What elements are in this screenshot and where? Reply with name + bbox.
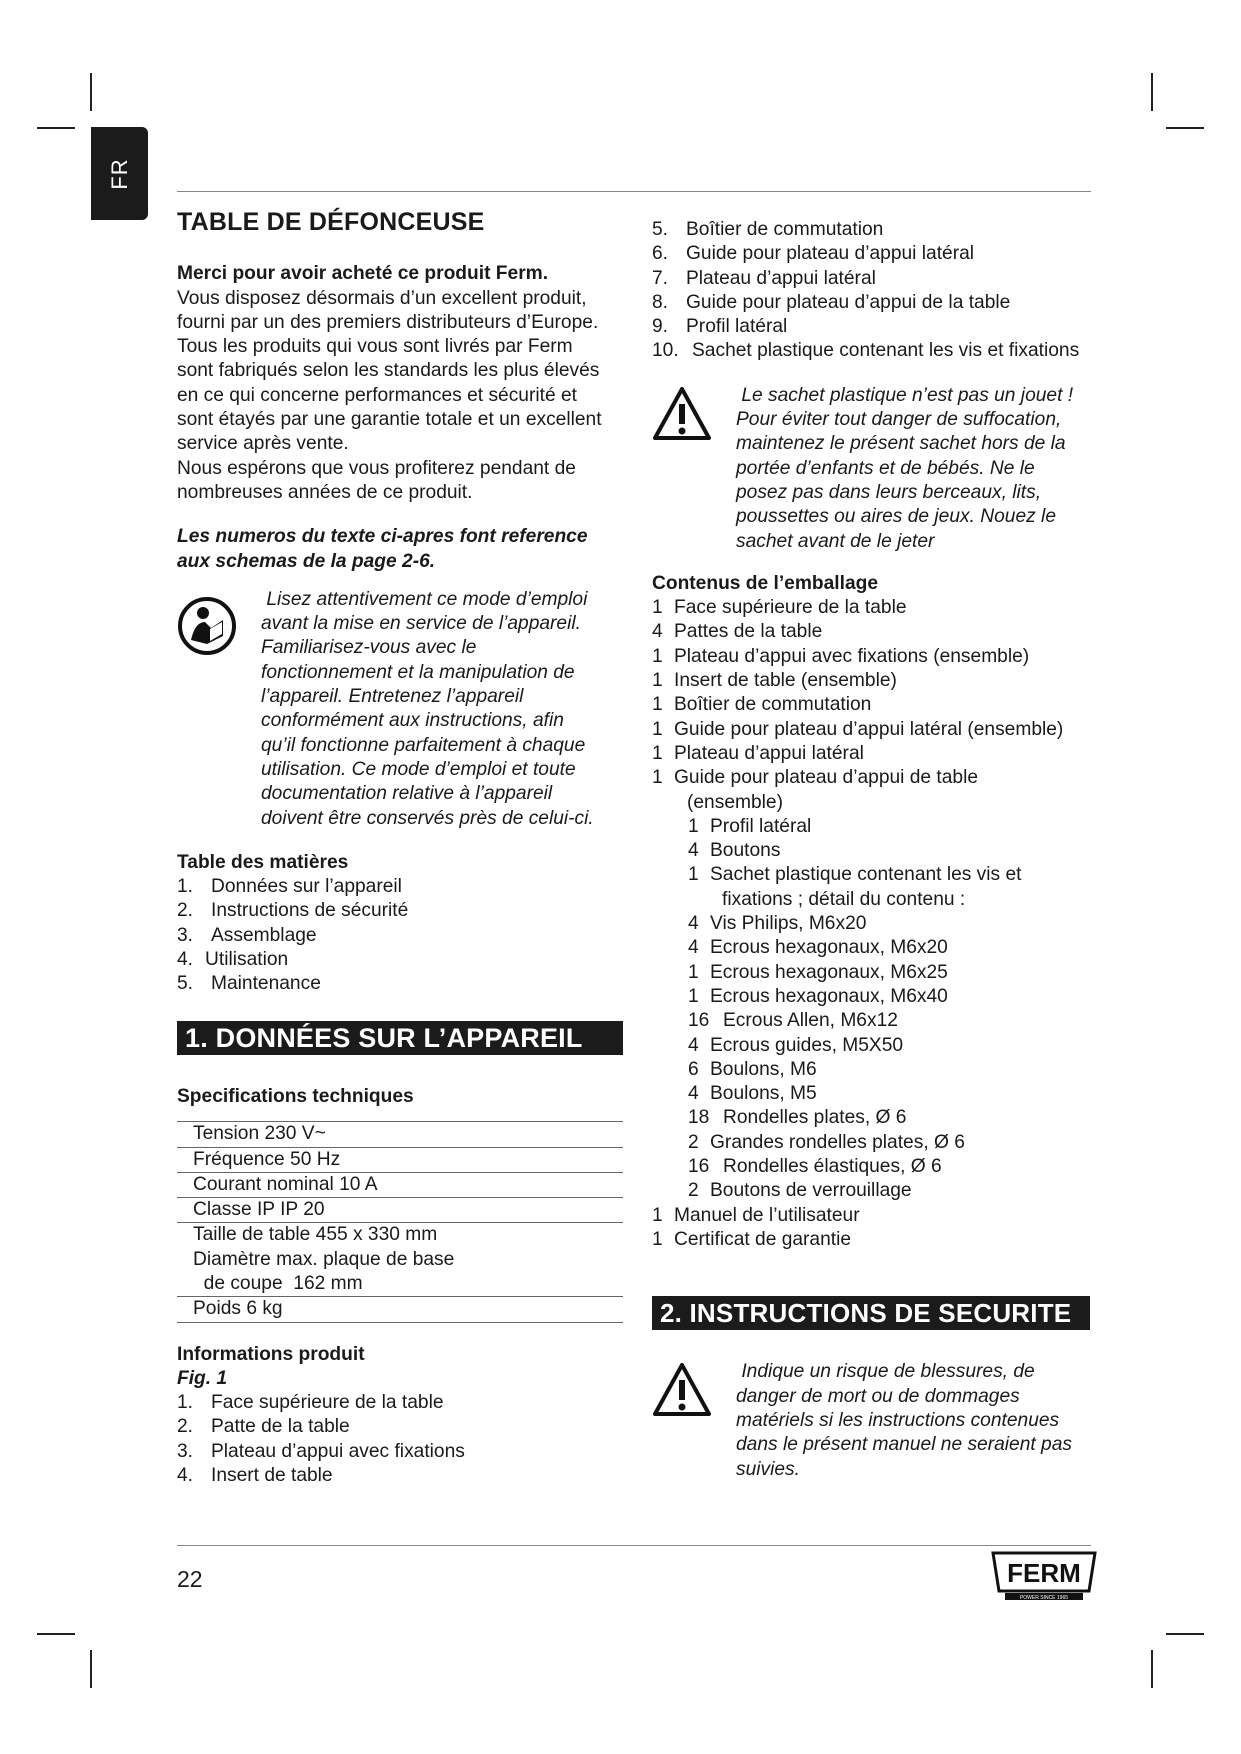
- thanks-heading: Merci pour avoir acheté ce produit Ferm.: [177, 263, 549, 285]
- text-line: Familiarisez-vous avec le: [261, 637, 477, 659]
- text-line: dans le présent manuel ne seraient pas: [736, 1434, 1072, 1456]
- package-subitem: 1 Sachet plastique contenant les vis et: [688, 864, 1022, 886]
- toc-list: [177, 875, 627, 996]
- spec-heading: Specifications techniques: [177, 1085, 414, 1107]
- toc-item: 5. Maintenance: [177, 973, 321, 995]
- package-subitem: 4 Vis Philips, M6x20: [688, 913, 867, 935]
- read-manual-note: [177, 588, 627, 831]
- text-line: Nous espérons que vous profiterez pendant de: [177, 457, 576, 479]
- package-item: 1 Face supérieure de la table: [652, 597, 907, 619]
- text-line: poussettes ou aires de jeux. Nouez le: [736, 506, 1056, 528]
- package-subitem: fixations ; détail du contenu :: [722, 888, 966, 910]
- text-line: sont fabriqués selon les standards les plus élevés: [177, 360, 600, 382]
- toc-item: 2. Instructions de sécurité: [177, 900, 409, 922]
- text-line: matériels si les instructions contenues: [736, 1410, 1060, 1432]
- toc-item: 4. Utilisation: [177, 949, 289, 971]
- fig-label: Fig. 1: [177, 1367, 228, 1389]
- page-title: TABLE DE DÉFONCEUSE: [177, 208, 485, 236]
- text-line: nombreuses années de ce produit.: [177, 481, 473, 503]
- package-item: 1 Certificat de garantie: [652, 1228, 852, 1250]
- package-item: (ensemble): [687, 791, 783, 813]
- info-heading: Informations produit: [177, 1343, 365, 1365]
- crop-mark: [37, 1633, 75, 1635]
- footer-rule: [177, 1545, 1091, 1546]
- spec-row: Classe IP IP 20: [177, 1198, 623, 1223]
- package-subitem: 2 Boutons de verrouillage: [688, 1180, 912, 1202]
- info-item: 6. Guide pour plateau d’appui latéral: [652, 243, 975, 265]
- left-column: [177, 210, 627, 1488]
- spacer: [177, 831, 627, 851]
- crop-mark: [37, 127, 75, 129]
- crop-mark: [90, 1650, 92, 1688]
- crop-mark: [1166, 1633, 1204, 1635]
- language-tab-label: FR: [106, 157, 132, 190]
- package-item: 4 Pattes de la table: [652, 621, 823, 643]
- package-subitem: 16 Rondelles élastiques, Ø 6: [688, 1155, 942, 1177]
- header-rule: [177, 191, 1091, 192]
- crop-mark: [1166, 127, 1204, 129]
- crop-mark: [90, 73, 92, 111]
- spec-row: Tension 230 V~: [177, 1122, 623, 1147]
- svg-text:POWER SINCE 1965: POWER SINCE 1965: [1019, 1595, 1069, 1601]
- text-line: maintenez le présent sachet hors de la: [736, 433, 1066, 455]
- info-item: 3. Plateau d’appui avec fixations: [177, 1440, 465, 1462]
- spec-row: Diamètre max. plaque de base: [193, 1248, 455, 1270]
- text-line: portée d’enfants et de bébés. Ne le: [736, 457, 1035, 479]
- bag-warning-note: [652, 384, 1122, 554]
- info-item: 10. Sachet plastique contenant les vis et fixations: [652, 340, 1080, 362]
- info-item: 1. Face supérieure de la table: [177, 1392, 444, 1414]
- text-line: service après vente.: [177, 433, 349, 455]
- risk-warning-note: [652, 1360, 1122, 1481]
- package-heading: Contenus de l’emballage: [652, 572, 879, 594]
- info-item: 8. Guide pour plateau d’appui de la table: [652, 291, 1011, 313]
- warning-icon: [652, 1362, 712, 1418]
- reference-note: [177, 525, 627, 574]
- toc-item: 3. Assemblage: [177, 924, 317, 946]
- text-line: qu’il fonctionne parfaitement à chaque: [261, 734, 586, 756]
- text-line: suivies.: [736, 1458, 800, 1480]
- package-subitem: 4 Boulons, M5: [688, 1083, 817, 1105]
- spacer: [652, 364, 1122, 384]
- package-subitem: 1 Profil latéral: [688, 815, 812, 837]
- text-line: Pour éviter tout danger de suffocation,: [736, 409, 1062, 431]
- text-line: en ce qui concerne performances et sécurité et: [177, 384, 577, 406]
- ferm-logo: [989, 1551, 1099, 1601]
- section-heading-1: 1. DONNÉES SUR L’APPAREIL: [177, 1021, 623, 1055]
- text-line: conformément aux instructions, afin: [261, 710, 564, 732]
- info-list-continued: [652, 218, 1122, 364]
- package-subitem: 4 Boutons: [688, 840, 781, 862]
- text-line: Indique un risque de blessures, de: [736, 1361, 1035, 1383]
- text-line: l’appareil. Entretenez l’appareil: [261, 686, 524, 708]
- text-line: aux schemas de la page 2-6.: [177, 550, 436, 572]
- text-line: Tous les produits qui vous sont livrés par Ferm: [177, 336, 573, 358]
- svg-text:FERM: FERM: [1007, 1558, 1081, 1588]
- text-line: danger de mort ou de dommages: [736, 1385, 1020, 1407]
- package-item: 1 Plateau d’appui latéral: [652, 742, 864, 764]
- text-line: doivent être conservés près de celui-ci.: [261, 807, 594, 829]
- crop-mark: [1151, 1650, 1153, 1688]
- package-subitem: 2 Grandes rondelles plates, Ø 6: [688, 1131, 965, 1153]
- package-item: 1 Plateau d’appui avec fixations (ensemble): [652, 645, 1030, 667]
- package-item: 1 Insert de table (ensemble): [652, 670, 897, 692]
- spec-row: Courant nominal 10 A: [177, 1172, 623, 1197]
- page-number: 22: [177, 1566, 203, 1592]
- text-line: documentation relative à l’appareil: [261, 783, 553, 805]
- text-line: Lisez attentivement ce mode d’emploi: [261, 588, 588, 610]
- package-item: 1 Guide pour plateau d’appui de table: [652, 767, 979, 789]
- package-subitem: 4 Ecrous guides, M5X50: [688, 1034, 904, 1056]
- read-manual-icon: [177, 596, 237, 656]
- info-list: [177, 1391, 627, 1488]
- warning-icon: [652, 386, 712, 442]
- text-line: utilisation. Ce mode d’emploi et toute: [261, 758, 576, 780]
- text-line: posez pas dans leurs berceaux, lits,: [736, 481, 1042, 503]
- toc-heading: Table des matières: [177, 851, 349, 873]
- package-subitem: 16 Ecrous Allen, M6x12: [688, 1010, 898, 1032]
- package-item: 1 Manuel de l’utilisateur: [652, 1204, 860, 1226]
- toc-item: 1. Données sur l’appareil: [177, 876, 402, 898]
- text-line: fonctionnement et la manipulation de: [261, 661, 575, 683]
- language-tab: [91, 127, 148, 220]
- package-subitem: 6 Boulons, M6: [688, 1058, 817, 1080]
- info-item: 9. Profil latéral: [652, 316, 788, 338]
- text-line: avant la mise en service de l’appareil.: [261, 613, 581, 635]
- text-line: Les numeros du texte ci-apres font reference: [177, 526, 588, 548]
- right-column: [652, 218, 1122, 1482]
- crop-mark: [1151, 73, 1153, 111]
- package-subitem: 4 Ecrous hexagonaux, M6x20: [688, 937, 948, 959]
- text-line: Vous disposez désormais d’un excellent produit,: [177, 287, 587, 309]
- text-line: sachet avant de le jeter: [736, 530, 935, 552]
- text-line: sont étayés par une garantie totale et un excellent: [177, 409, 602, 431]
- spec-row: Fréquence 50 Hz: [177, 1147, 623, 1172]
- thanks-paragraph: [177, 287, 627, 506]
- spec-row: Taille de table 455 x 330 mm: [177, 1223, 623, 1248]
- spec-table: [177, 1121, 623, 1322]
- spec-row: de coupe 162 mm: [193, 1272, 363, 1294]
- info-item: 4. Insert de table: [177, 1465, 333, 1487]
- package-subitem: 18 Rondelles plates, Ø 6: [688, 1107, 907, 1129]
- info-item: 5. Boîtier de commutation: [652, 219, 884, 240]
- section-heading-2: 2. INSTRUCTIONS DE SECURITE: [652, 1296, 1090, 1330]
- package-item: 1 Boîtier de commutation: [652, 694, 872, 716]
- package-subitem: 1 Ecrous hexagonaux, M6x25: [688, 961, 948, 983]
- package-item: 1 Guide pour plateau d’appui latéral (ensemble): [652, 718, 1064, 740]
- info-item: 2. Patte de la table: [177, 1416, 350, 1438]
- info-item: 7. Plateau d’appui latéral: [652, 267, 876, 289]
- text-line: Le sachet plastique n’est pas un jouet !: [736, 384, 1074, 406]
- text-line: fourni par un des premiers distributeurs d’Europe.: [177, 311, 599, 333]
- package-subitem: 1 Ecrous hexagonaux, M6x40: [688, 985, 948, 1007]
- spec-row: Poids 6 kg: [177, 1297, 623, 1322]
- package-list: [652, 596, 1122, 1252]
- spacer: [177, 505, 627, 525]
